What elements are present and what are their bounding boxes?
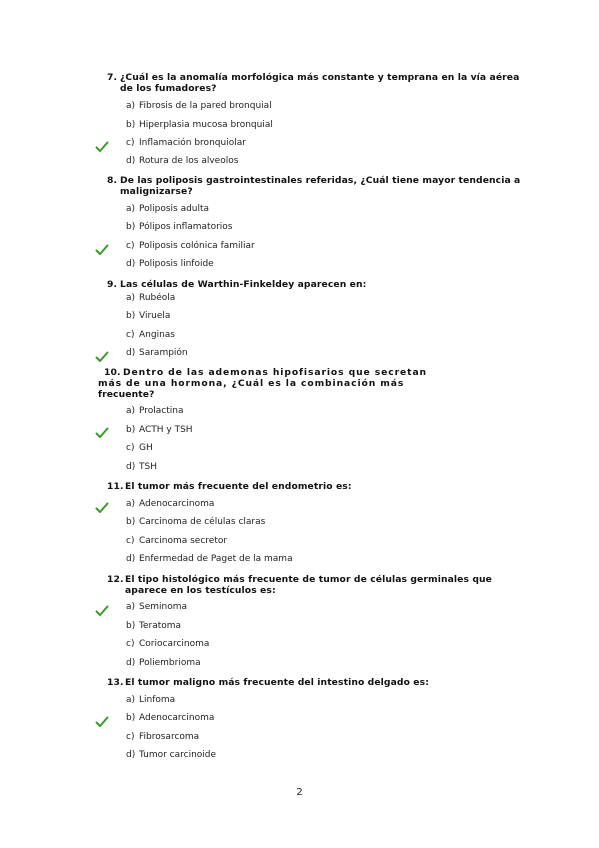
question-number: 8. <box>107 175 118 186</box>
option-b[interactable]: b) Pólipos inflamatorios <box>126 222 233 232</box>
option-a[interactable]: a) Poliposis adulta <box>126 204 210 214</box>
check-icon <box>95 502 109 514</box>
question-text-line-1: El tumor más frecuente del endometrio es: <box>125 481 352 492</box>
option-d[interactable]: d) Poliembrioma <box>126 658 201 668</box>
question-text-line-1: Dentro de las ademonas hipofisarios que secretan <box>123 367 427 378</box>
option-d[interactable]: d) Poliposis linfoide <box>126 259 214 269</box>
option-d[interactable]: d) Sarampión <box>126 348 188 358</box>
option-b[interactable]: b) Viruela <box>126 311 171 321</box>
option-b[interactable]: b) ACTH y TSH <box>126 425 193 435</box>
check-icon <box>95 716 109 728</box>
option-d[interactable]: d) Rotura de los alveolos <box>126 156 239 166</box>
question-text-line-1: El tumor maligno más frecuente del intestino delgado es: <box>125 677 429 688</box>
question-number: 7. <box>107 72 118 83</box>
check-icon <box>95 427 109 439</box>
option-d[interactable]: d) Enfermedad de Paget de la mama <box>126 554 293 564</box>
option-b[interactable]: b) Hiperplasia mucosa bronquial <box>126 120 273 130</box>
question-number: 12. <box>107 574 124 585</box>
question-number: 10. <box>104 367 121 378</box>
option-a[interactable]: a) Linfoma <box>126 695 176 705</box>
question-text-line-2: malignizarse? <box>120 186 193 197</box>
question-text-line-1: De las poliposis gastrointestinales referidas, ¿Cuál tiene mayor tendencia a <box>120 175 521 186</box>
option-a[interactable]: a) Adenocarcinoma <box>126 499 215 509</box>
option-c[interactable]: c) Anginas <box>126 330 175 340</box>
question-text-line-2: más de una hormona, ¿Cuál es la combinación más <box>98 378 405 389</box>
option-d[interactable]: d) TSH <box>126 462 157 472</box>
check-icon <box>95 244 109 256</box>
option-c[interactable]: c) Carcinoma secretor <box>126 536 228 546</box>
question-number: 13. <box>107 677 124 688</box>
question-number: 9. <box>107 279 118 290</box>
option-a[interactable]: a) Rubéola <box>126 293 176 303</box>
option-c[interactable]: c) GH <box>126 443 153 453</box>
option-d[interactable]: d) Tumor carcinoide <box>126 750 217 760</box>
question-text-line-1: Las células de Warthin-Finkeldey aparecen en: <box>120 279 367 290</box>
question-text-line-3: frecuente? <box>98 389 155 400</box>
option-a[interactable]: a) Fibrosis de la pared bronquial <box>126 101 272 111</box>
question-text-line-1: ¿Cuál es la anomalía morfológica más constante y temprana en la vía aérea <box>120 72 520 83</box>
question-number: 11. <box>107 481 124 492</box>
option-a[interactable]: a) Prolactina <box>126 406 184 416</box>
page-number: 2 <box>296 787 303 798</box>
option-b[interactable]: b) Teratoma <box>126 621 182 631</box>
option-c[interactable]: c) Fibrosarcoma <box>126 732 200 742</box>
option-a[interactable]: a) Seminoma <box>126 602 188 612</box>
option-b[interactable]: b) Adenocarcinoma <box>126 713 215 723</box>
check-icon <box>95 605 109 617</box>
check-icon <box>95 351 109 363</box>
check-icon <box>95 141 109 153</box>
question-text-line-2: de los fumadores? <box>120 83 217 94</box>
option-c[interactable]: c) Inflamación bronquiolar <box>126 138 246 148</box>
option-c[interactable]: c) Coriocarcinoma <box>126 639 210 649</box>
question-text-line-1: El tipo histológico más frecuente de tumor de células germinales que <box>125 574 492 585</box>
option-b[interactable]: b) Carcinoma de células claras <box>126 517 266 527</box>
option-c[interactable]: c) Poliposis colónica familiar <box>126 241 255 251</box>
question-text-line-2: aparece en los testículos es: <box>125 585 276 596</box>
